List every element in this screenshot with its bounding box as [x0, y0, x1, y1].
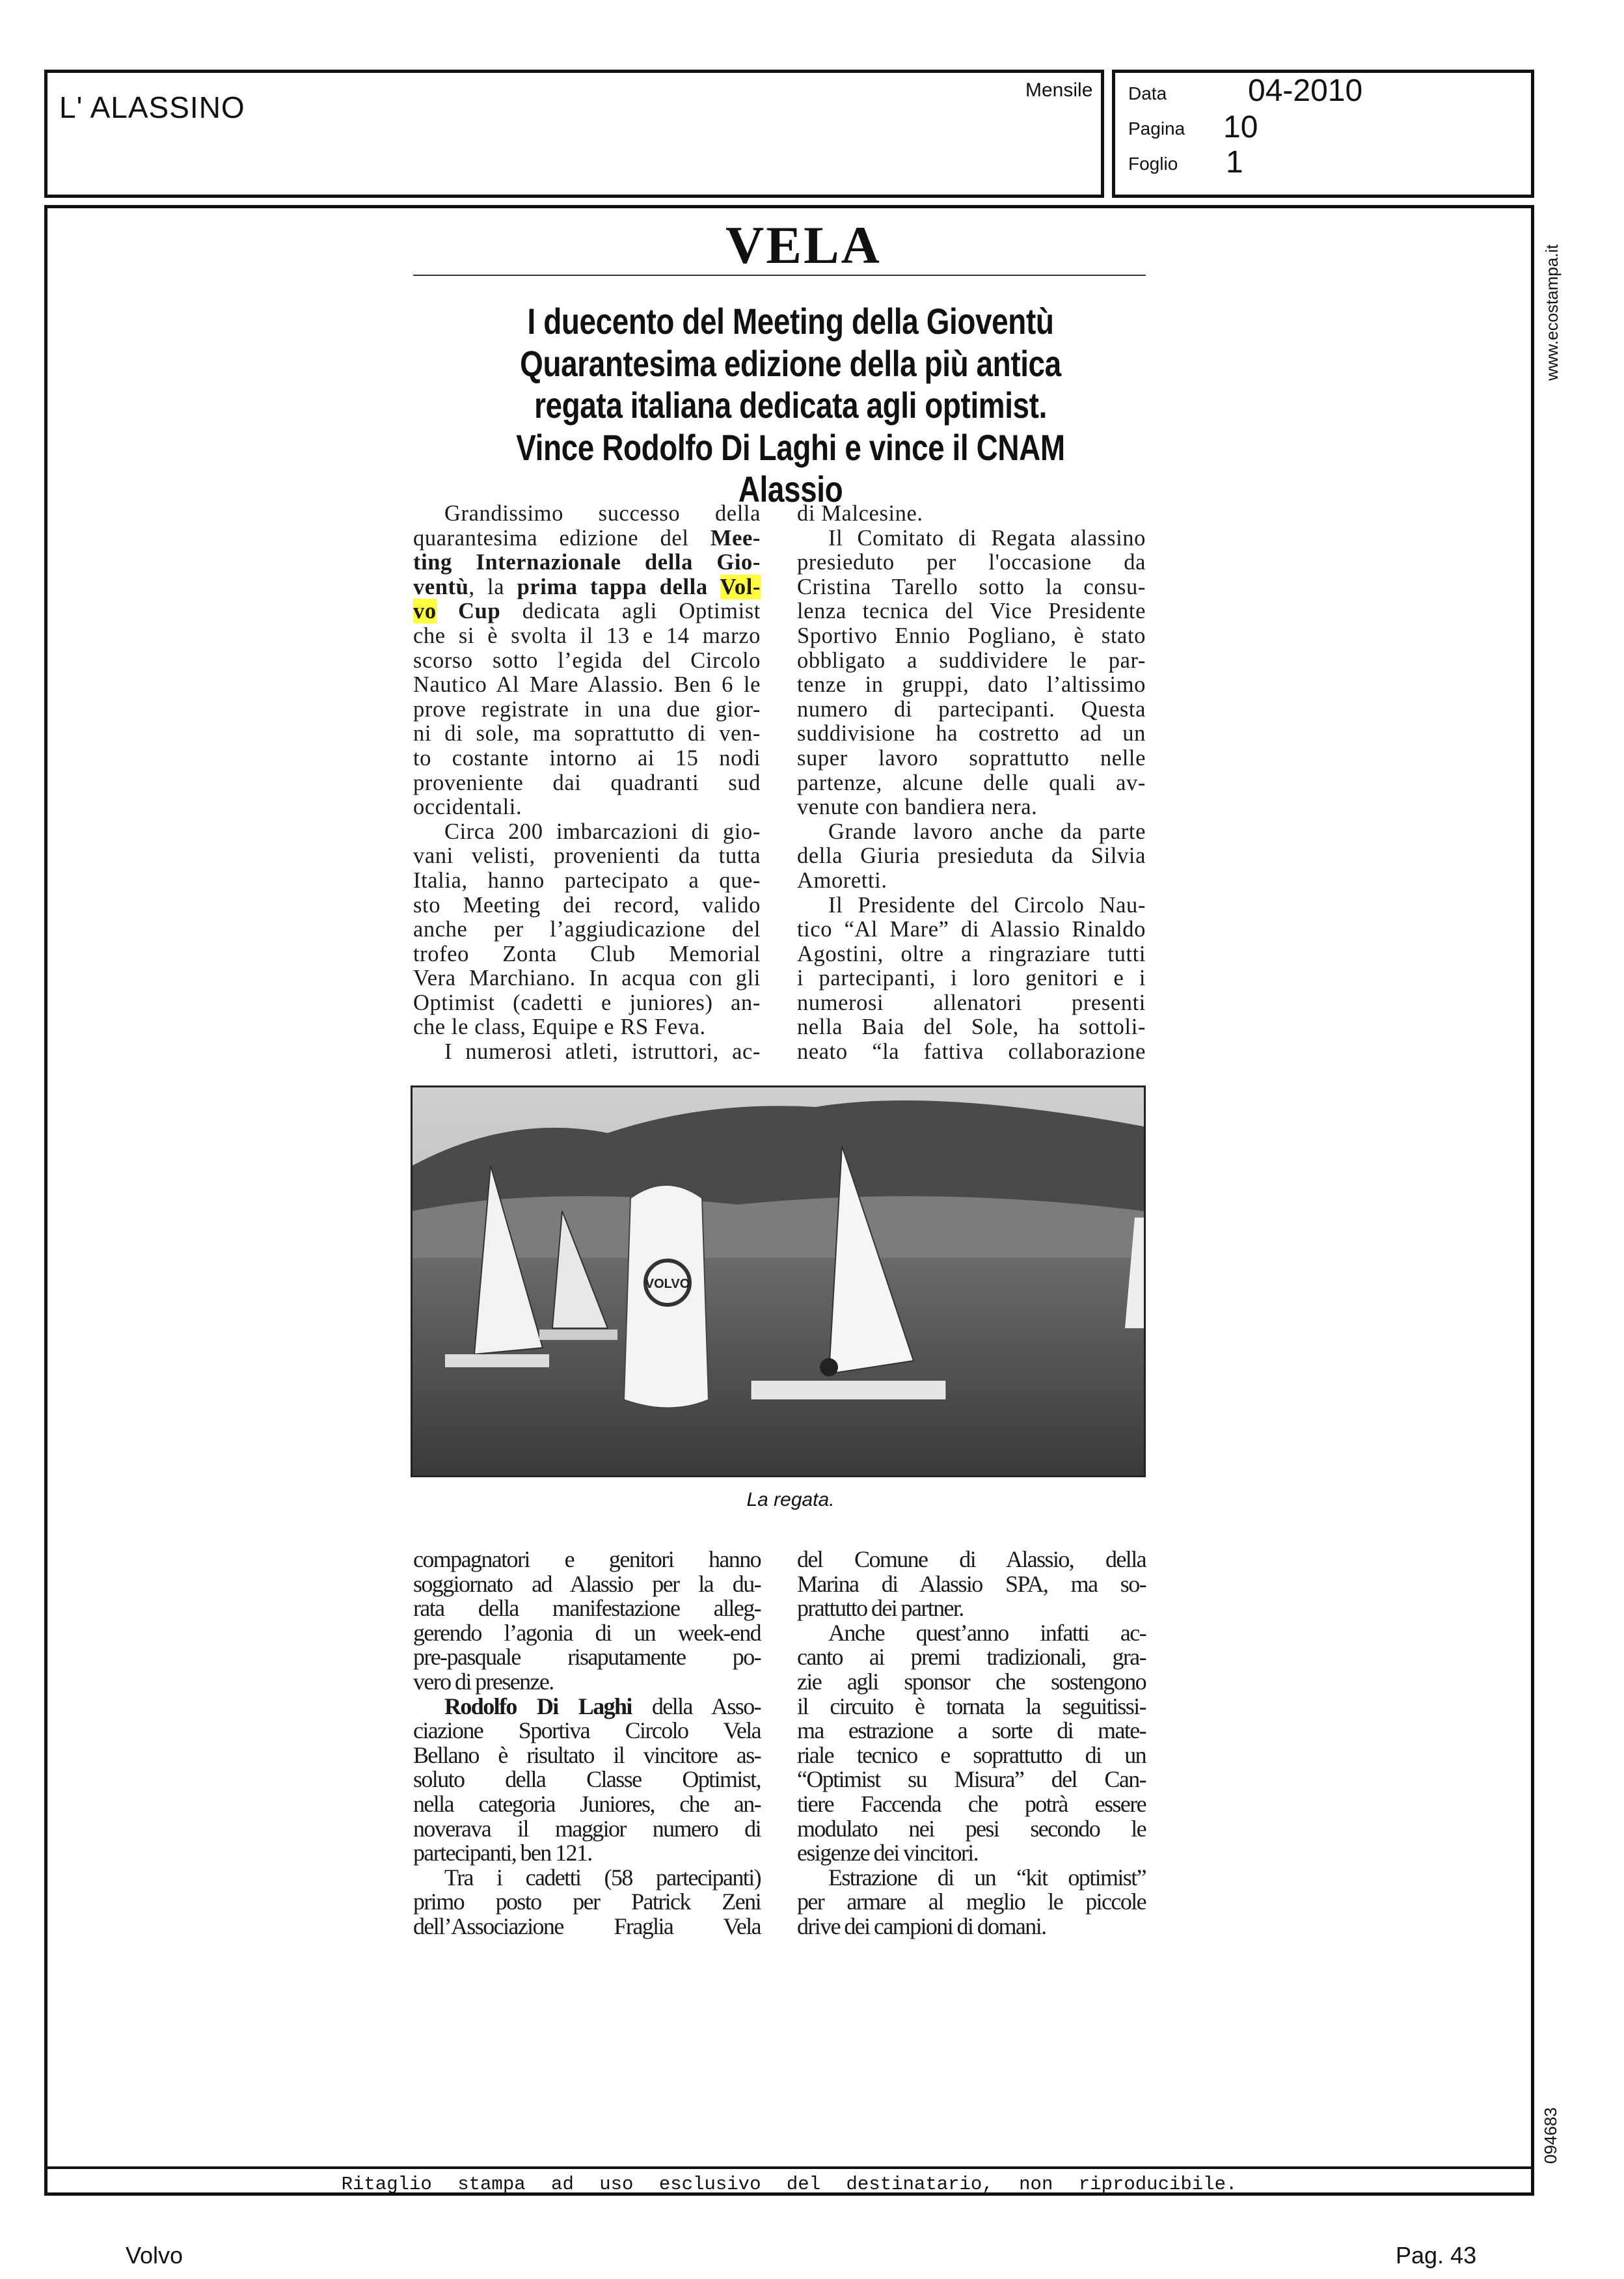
bold-text: ventù	[413, 574, 469, 599]
text-run: Agostini, oltre a ringraziare tutti	[797, 941, 1146, 966]
section-divider	[413, 275, 1146, 276]
text-run: di Malcesine.	[797, 501, 923, 526]
article-line	[797, 771, 1146, 796]
text-run: tiere Faccenda che potrà essere	[797, 1790, 1146, 1817]
article-line	[797, 1817, 1146, 1842]
article-line	[413, 1915, 761, 1939]
article-line	[413, 795, 761, 820]
text-run: Sportivo Ennio Pogliano, è stato	[797, 623, 1146, 648]
text-run: primo posto per Patrick Zeni	[413, 1889, 761, 1915]
article-line	[413, 1719, 761, 1743]
text-run: Anche quest’anno infatti ac-	[828, 1619, 1146, 1646]
text-run: Tra i cadetti (58 partecipanti)	[444, 1864, 761, 1890]
text-run: super lavoro soprattutto nelle	[797, 745, 1146, 771]
text-run: anche per l’aggiudicazione del	[413, 917, 761, 942]
article-line	[413, 918, 761, 942]
article-line	[413, 1695, 761, 1719]
regatta-photo	[411, 1085, 1146, 1477]
article-line	[413, 1015, 761, 1040]
article-line	[413, 1670, 761, 1695]
article-line	[797, 1841, 1146, 1866]
text-run: Il Comitato di Regata alassino	[828, 525, 1146, 551]
text-run: Amoretti.	[797, 867, 887, 893]
article-line	[413, 1817, 761, 1842]
article-line	[797, 1015, 1146, 1040]
article-line	[413, 575, 761, 600]
frequency-label: Mensile	[1025, 79, 1093, 101]
article-line	[797, 1767, 1146, 1792]
volvo-buoy	[624, 1185, 709, 1408]
text-run: esigenze dei vincitori.	[797, 1840, 979, 1866]
text-run: riale tecnico e soprattutto di un	[797, 1741, 1146, 1768]
article-line	[413, 502, 761, 526]
article-line	[413, 599, 761, 624]
text-run: obbligato a suddividere le par-	[797, 648, 1146, 673]
text-run: tico “Al Mare” di Alassio Rinaldo	[797, 917, 1146, 942]
article-line	[797, 746, 1146, 771]
article-line	[797, 991, 1146, 1016]
article-line	[797, 869, 1146, 894]
article-line	[413, 1572, 761, 1597]
article-line	[797, 1743, 1146, 1768]
article-line	[797, 502, 1146, 526]
article-column-top-left	[413, 502, 761, 1065]
text-run: partecipanti, ben 121.	[413, 1840, 592, 1866]
article-line	[413, 1841, 761, 1866]
text-run: del Comune di Alassio, della	[797, 1546, 1146, 1572]
text-run: partenze, alcune delle quali av-	[797, 770, 1146, 795]
text-run: della Asso-	[631, 1693, 761, 1719]
article-line	[413, 1767, 761, 1792]
section-title: VELA	[725, 215, 882, 275]
text-run: Estrazione di un “kit optimist”	[828, 1864, 1146, 1890]
text-run: noverava il maggior numero di	[413, 1815, 761, 1842]
headline-line: regata italiana dedicata agli optimist.	[534, 385, 1047, 426]
article-line	[797, 1890, 1146, 1915]
article-line	[797, 551, 1146, 575]
text-run: Optimist (cadetti e juniores) an-	[413, 990, 761, 1015]
text-run: soggiornato ad Alassio per la du-	[413, 1570, 761, 1597]
text-run: occidentali.	[413, 795, 522, 820]
text-run: Vera Marchiano. In acqua con gli	[413, 966, 761, 991]
text-run: ni di sole, ma soprattutto di ven-	[413, 721, 761, 746]
article-line	[797, 795, 1146, 820]
text-run: lenza tecnica del Vice Presidente	[797, 599, 1146, 624]
text-run: proveniente dai quadranti sud	[413, 770, 761, 795]
text-run: prove registrate in una due gior-	[413, 696, 761, 722]
coastline-town	[413, 1196, 1144, 1263]
article-line	[797, 1548, 1146, 1572]
text-run: dedicata agli Optimist	[500, 599, 761, 624]
article-line	[413, 1890, 761, 1915]
page-label: Pagina	[1128, 118, 1185, 139]
article-line	[413, 820, 761, 845]
article-line	[797, 918, 1146, 942]
article-line	[797, 698, 1146, 722]
text-run: Cristina Tarello sotto la consu-	[797, 574, 1146, 599]
article-line	[413, 673, 761, 698]
text-run	[437, 599, 458, 623]
archive-code-vertical: 094683	[1541, 2107, 1560, 2164]
bold-text: Rodolfo Di Laghi	[444, 1693, 632, 1719]
headline-line: I duecento del Meeting della Gioventù	[527, 301, 1054, 342]
article-line	[797, 526, 1146, 551]
sheet-value: 1	[1226, 145, 1243, 180]
article-line	[413, 722, 761, 746]
article-line	[797, 1866, 1146, 1890]
text-run: ciazione Sportiva Circolo Vela	[413, 1717, 761, 1744]
article-line	[413, 942, 761, 967]
article-line	[797, 722, 1146, 746]
text-run: della Giuria presieduta da Silvia	[797, 843, 1146, 869]
text-run: nella Baia del Sole, ha sottoli-	[797, 1015, 1146, 1040]
text-run: Circa 200 imbarcazioni di gio-	[444, 819, 761, 844]
text-run: Marina di Alassio SPA, ma so-	[797, 1570, 1146, 1597]
article-line	[797, 1645, 1146, 1670]
highlighted-text: vo	[413, 599, 437, 624]
article-column-top-right	[797, 502, 1146, 1065]
sheet-label: Foglio	[1128, 154, 1178, 174]
article-line	[797, 942, 1146, 967]
date-value: 04-2010	[1248, 74, 1363, 108]
text-run: pre-pasquale risaputamente po-	[413, 1644, 761, 1671]
footer-divider	[44, 2166, 1534, 2169]
text-run: che le class, Equipe e RS Feva.	[413, 1015, 706, 1040]
article-line	[413, 624, 761, 649]
text-run: sto Meeting dei record, valido	[413, 892, 761, 918]
article-column-bottom-left	[413, 1548, 761, 1939]
text-run: Grande lavoro anche da parte	[828, 819, 1146, 844]
text-run: vani velisti, provenienti da tutta	[413, 843, 761, 869]
text-run: dell’Associazione Fraglia Vela	[413, 1913, 761, 1939]
text-run: suddivisione ha costretto ad un	[797, 721, 1146, 746]
article-line	[797, 966, 1146, 991]
article-line	[413, 771, 761, 796]
text-run: Il Presidente del Circolo Nau-	[828, 892, 1146, 918]
text-run: rata della manifestazione alleg-	[413, 1595, 761, 1622]
text-run: Italia, hanno partecipato a que-	[413, 867, 761, 893]
text-run: venute con bandiera nera.	[797, 795, 1038, 820]
article-line	[413, 1596, 761, 1621]
text-run: soluto della Classe Optimist,	[413, 1766, 761, 1793]
text-run: , la	[468, 574, 517, 599]
header-publication-box	[44, 70, 1104, 198]
article-line	[413, 844, 761, 869]
text-run: per armare al meglio le piccole	[797, 1889, 1146, 1915]
text-run: Grandissimo successo della	[444, 501, 761, 526]
article-line	[797, 1719, 1146, 1743]
article-line	[413, 1621, 761, 1646]
article-line	[797, 673, 1146, 698]
text-run: neato “la fattiva collaborazione	[797, 1039, 1146, 1065]
page-value: 10	[1223, 110, 1258, 144]
copyright-notice: Ritaglio stampa ad uso esclusivo del destinatario, non riproducibile.	[341, 2174, 1238, 2195]
article-line	[413, 1866, 761, 1890]
bold-text: Cup	[458, 599, 501, 624]
publication-name: L' ALASSINO	[59, 90, 245, 124]
article-line	[797, 1695, 1146, 1719]
article-line	[413, 869, 761, 894]
article-headline	[463, 301, 1119, 511]
headline-line: Quarantesima edizione della più antica	[520, 342, 1061, 384]
text-run: scorso sotto l’egida del Circolo	[413, 648, 761, 673]
text-run: quarantesima edizione del	[413, 525, 710, 551]
article-line	[413, 526, 761, 551]
article-line	[797, 1915, 1146, 1939]
text-run: i partecipanti, i loro genitori e i	[797, 966, 1146, 991]
article-line	[413, 991, 761, 1016]
article-line	[797, 624, 1146, 649]
article-line	[413, 894, 761, 918]
text-run: il circuito è tornata la seguitissi-	[797, 1693, 1146, 1719]
article-line	[797, 599, 1146, 624]
bold-text: prima tappa della	[517, 574, 720, 599]
text-run: trofeo Zonta Club Memorial	[413, 941, 761, 966]
bold-text: Mee-	[710, 525, 761, 551]
article-line	[413, 1645, 761, 1670]
text-run: Bellano è risultato il vincitore as-	[413, 1741, 761, 1768]
text-run: numero di partecipanti. Questa	[797, 696, 1146, 722]
buoy-brand: VOLVO	[645, 1277, 690, 1291]
highlighted-text: Vol-	[720, 574, 761, 599]
text-run: I numerosi atleti, istruttori, ac-	[444, 1039, 761, 1065]
article-line	[413, 1743, 761, 1768]
article-line	[797, 844, 1146, 869]
article-line	[797, 1792, 1146, 1817]
text-run: modulato nei pesi secondo le	[797, 1815, 1146, 1842]
article-line	[797, 649, 1146, 674]
article-line	[413, 698, 761, 722]
article-line	[797, 894, 1146, 918]
article-line	[797, 820, 1146, 845]
text-run: canto ai premi tradizionali, gra-	[797, 1644, 1146, 1671]
article-line	[797, 1572, 1146, 1597]
photo-caption: La regata.	[746, 1489, 835, 1510]
article-column-bottom-right	[797, 1548, 1146, 1939]
text-run: ma estrazione a sorte di mate-	[797, 1717, 1146, 1744]
text-run: prattutto dei partner.	[797, 1595, 964, 1622]
headline-line: Vince Rodolfo Di Laghi e vince il CNAM Alassio	[516, 426, 1065, 510]
text-run: tenze in gruppi, dato l’altissimo	[797, 672, 1146, 698]
article-line	[413, 966, 761, 991]
text-run: to costante intorno ai 15 nodi	[413, 745, 761, 771]
date-label: Data	[1128, 83, 1167, 103]
text-run: gerendo l’agonia di un week-end	[413, 1619, 761, 1646]
text-run: presieduto per l'occasione da	[797, 550, 1146, 575]
article-line	[797, 1596, 1146, 1621]
text-run: compagnatori e genitori hanno	[413, 1546, 761, 1572]
client-name: Volvo	[126, 2242, 183, 2269]
regatta-photo-image	[413, 1087, 1144, 1475]
article-line	[413, 551, 761, 575]
article-line	[413, 1040, 761, 1065]
text-run: zie agli sponsor che sostengono	[797, 1668, 1146, 1695]
text-run: numerosi allenatori presenti	[797, 990, 1146, 1015]
article-line	[413, 746, 761, 771]
article-line	[413, 649, 761, 674]
text-run: che si è svolta il 13 e 14 marzo	[413, 623, 761, 648]
article-line	[797, 575, 1146, 600]
text-run: vero di presenze.	[413, 1668, 554, 1695]
text-run: drive dei campioni di domani.	[797, 1913, 1046, 1939]
article-line	[797, 1621, 1146, 1646]
bold-text: ting Internazionale della Gio-	[413, 550, 761, 575]
text-run: nella categoria Juniores, che an-	[413, 1790, 761, 1817]
article-line	[797, 1670, 1146, 1695]
article-line	[413, 1548, 761, 1572]
article-line	[413, 1792, 761, 1817]
text-run: Nautico Al Mare Alassio. Ben 6 le	[413, 672, 761, 698]
website-vertical: www.ecostampa.it	[1542, 244, 1562, 381]
article-line	[797, 1040, 1146, 1065]
page-number: Pag. 43	[1396, 2242, 1477, 2269]
text-run: “Optimist su Misura” del Can-	[797, 1766, 1146, 1793]
